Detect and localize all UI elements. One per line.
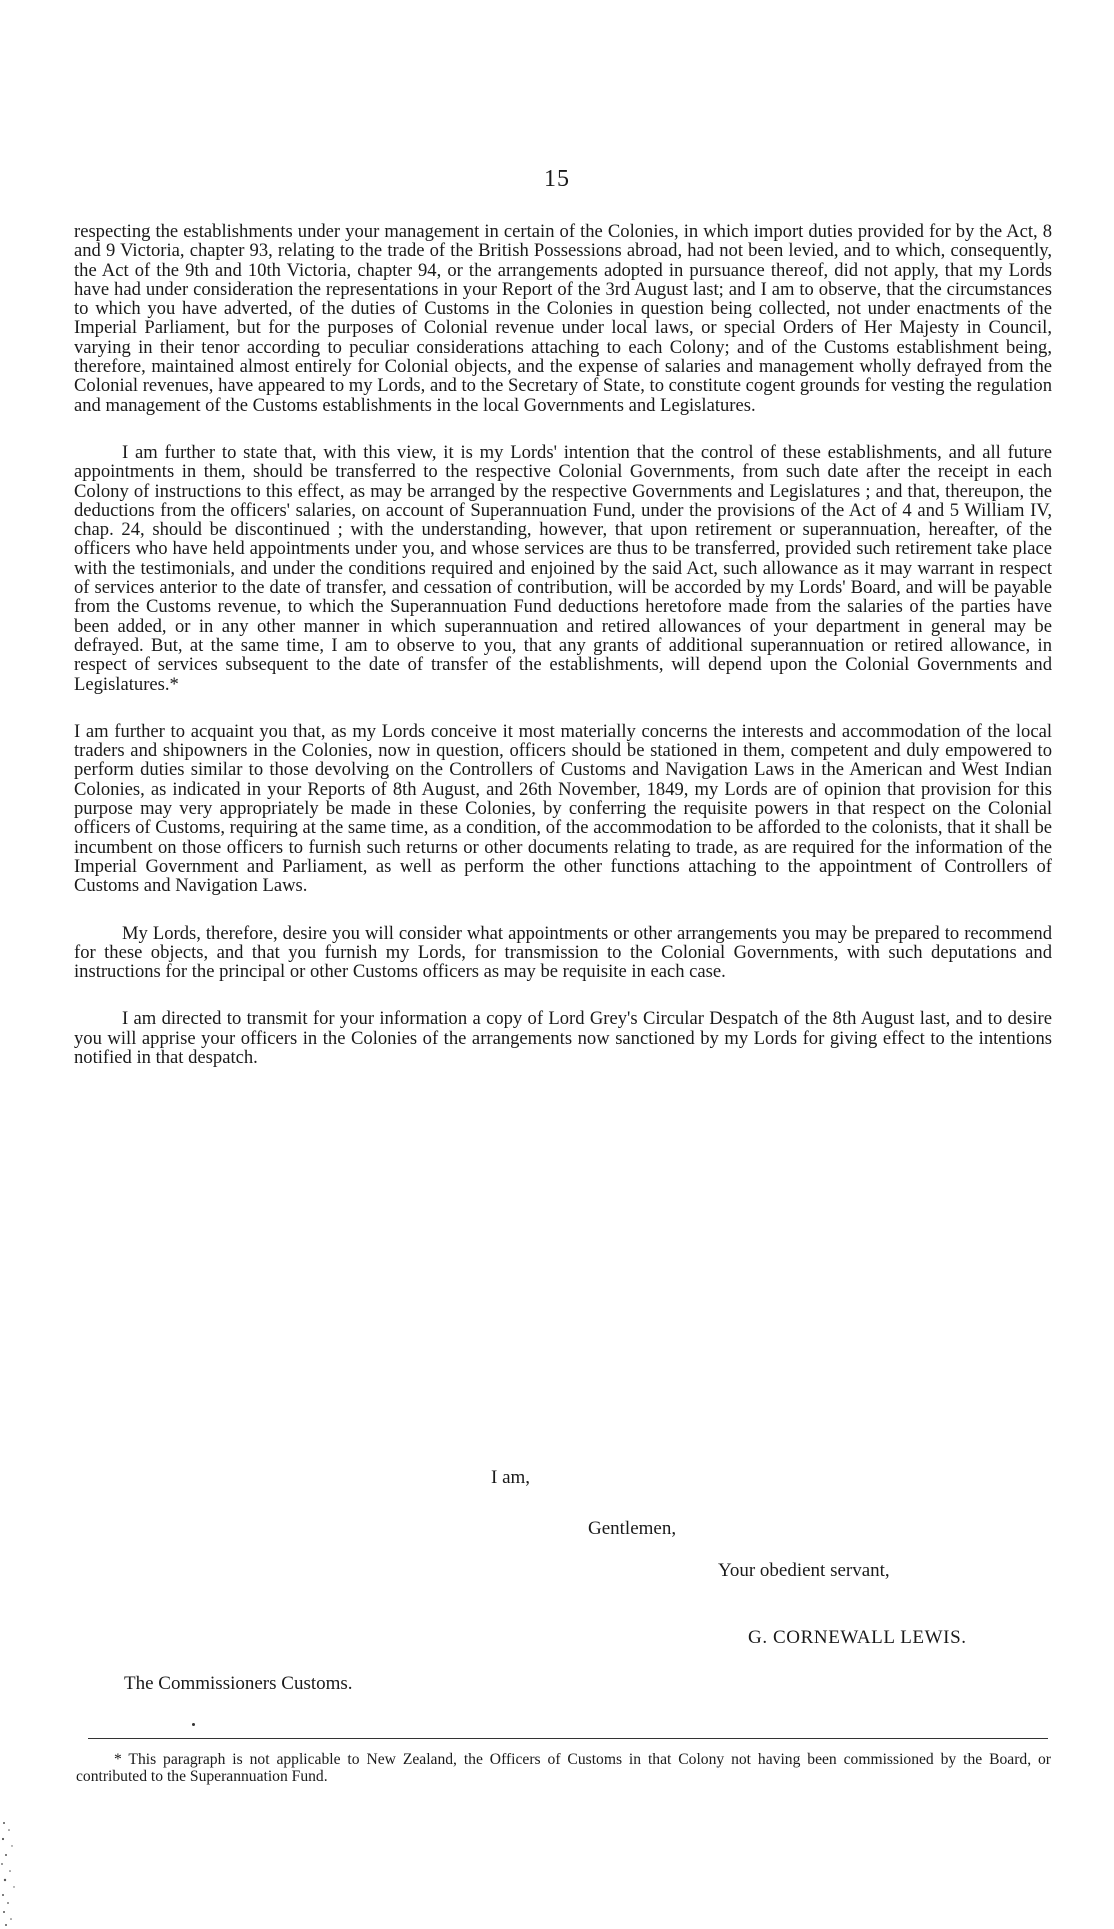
- paragraph-transfer-control: I am further to state that, with this view, it is my Lords' intention that the control of these establishments, and all future appointments in them, should be transferred to the respective Colonial Governments, from such date after the receipt in each Colony of instructions to this effect, as may be arranged by the respective Governments and Legislatures ; and that, thereupon, the deductions from the officers' salaries, on account of Superannuation Fund, under the provisions of the Act of 4 and 5 William IV, chap. 24, should be discontinued ; with the understanding, however, that upon retirement or superannuation, hereafter, of the officers who have held appointments under you, and whose services are thus to be transferred, provided such retirement take place with the testimonials, and under the conditions required and enjoined by the said Act, such allowance as it may warrant in respect of services anterior to the date of transfer, and cessation of contribution, will be accorded by my Lords' Board, and will be payable from the Customs revenue, to which the Superannuation Fund deductions heretofore made from the salaries of the parties have been added, or in any other manner in which superannuation and retired allowances of your department in general may be defrayed. But, at the same time, I am to observe to you, that any grants of additional superannuation or retired allowance, in respect of services subsequent to the date of transfer of the establishments, will depend upon the Colonial Governments and Legislatures.*: [74, 441, 1052, 695]
- paragraph-establishments: respecting the establishments under your management in certain of the Colonies, in which import duties provided for by the Act, 8 and 9 Victoria, chapter 93, relating to the trade of the British Possessions abroad, had not been levied, and to which, consequently, the Act of the 9th and 10th Victoria, chapter 94, or the arrangements adopted in pursuance thereof, did not apply, that my Lords have had under consideration the representations in your Report of the 3rd August last; and I am to observe, that the circumstances to which you have adverted, of the duties of Customs in the Colonies in question being collected, not under enactments of the Imperial Parliament, but for the purposes of Colonial revenue under local laws, or special Orders of Her Majesty in Council, varying in their tenor according to peculiar considerations attaching to each Colony; and of the Customs establishment being, therefore, maintained almost entirely for Colonial objects, and the expense of salaries and management wholly defrayed from the Colonial revenues, have appeared to my Lords, and to the Secretary of State, to constitute cogent grounds for vesting the regulation and management of the Customs establishments in the local Governments and Legislatures.: [74, 221, 1052, 416]
- addressee: The Commissioners Customs.: [124, 1673, 353, 1694]
- signature: G. CORNEWALL LEWIS.: [748, 1627, 967, 1648]
- footnote-divider: [88, 1738, 1048, 1739]
- page-number: 15: [544, 166, 570, 192]
- closing-i-am: I am,: [491, 1467, 531, 1488]
- letter-body: [74, 222, 1052, 1095]
- page-edge-speckle: [0, 1815, 40, 1929]
- valediction: Your obedient servant,: [718, 1560, 890, 1581]
- paragraph-appointments: My Lords, therefore, desire you will consider what appointments or other arrangements you may be prepared to recommend for these objects, and that you furnish my Lords, for transmission to the Colonial Governments, with such deputations and instructions for the principal or other Customs officers as may be requisite in each case.: [74, 922, 1052, 983]
- stray-dot: [192, 1723, 195, 1726]
- paragraph-despatch: I am directed to transmit for your information a copy of Lord Grey's Circular Despatch of the 8th August last, and to desire you will apprise your officers in the Colonies of the arrangements now sanctioned by my Lords for giving effect to the intentions notified in that despatch.: [74, 1008, 1052, 1068]
- footnote: * This paragraph is not applicable to New Zealand, the Officers of Customs in that Colony not having been commissioned by the Board, or contributed to the Superannuation Fund.: [76, 1751, 1051, 1785]
- salutation: Gentlemen,: [588, 1518, 677, 1539]
- paragraph-controllers: I am further to acquaint you that, as my Lords conceive it most materially concerns the interests and accommodation of the local traders and shipowners in the Colonies, now in question, officers should be stationed in them, competent and duly empowered to perform duties similar to those devolving on the Controllers of Customs and Navigation Laws in the American and West Indian Colonies, as indicated in your Reports of 8th August, and 26th November, 1849, my Lords are of opinion that provision for this purpose may very appropriately be made in these Colonies, by conferring the requisite powers in that respect on the Colonial officers of Customs, requiring at the same time, as a condition, of the accommodation to be afforded to the colonists, that it shall be incumbent on those officers to furnish such returns or other documents relating to trade, as are required for the information of the Imperial Government and Parliament, as well as perform the other functions attaching to the appointment of Controllers of Customs and Navigation Laws.: [74, 720, 1052, 897]
